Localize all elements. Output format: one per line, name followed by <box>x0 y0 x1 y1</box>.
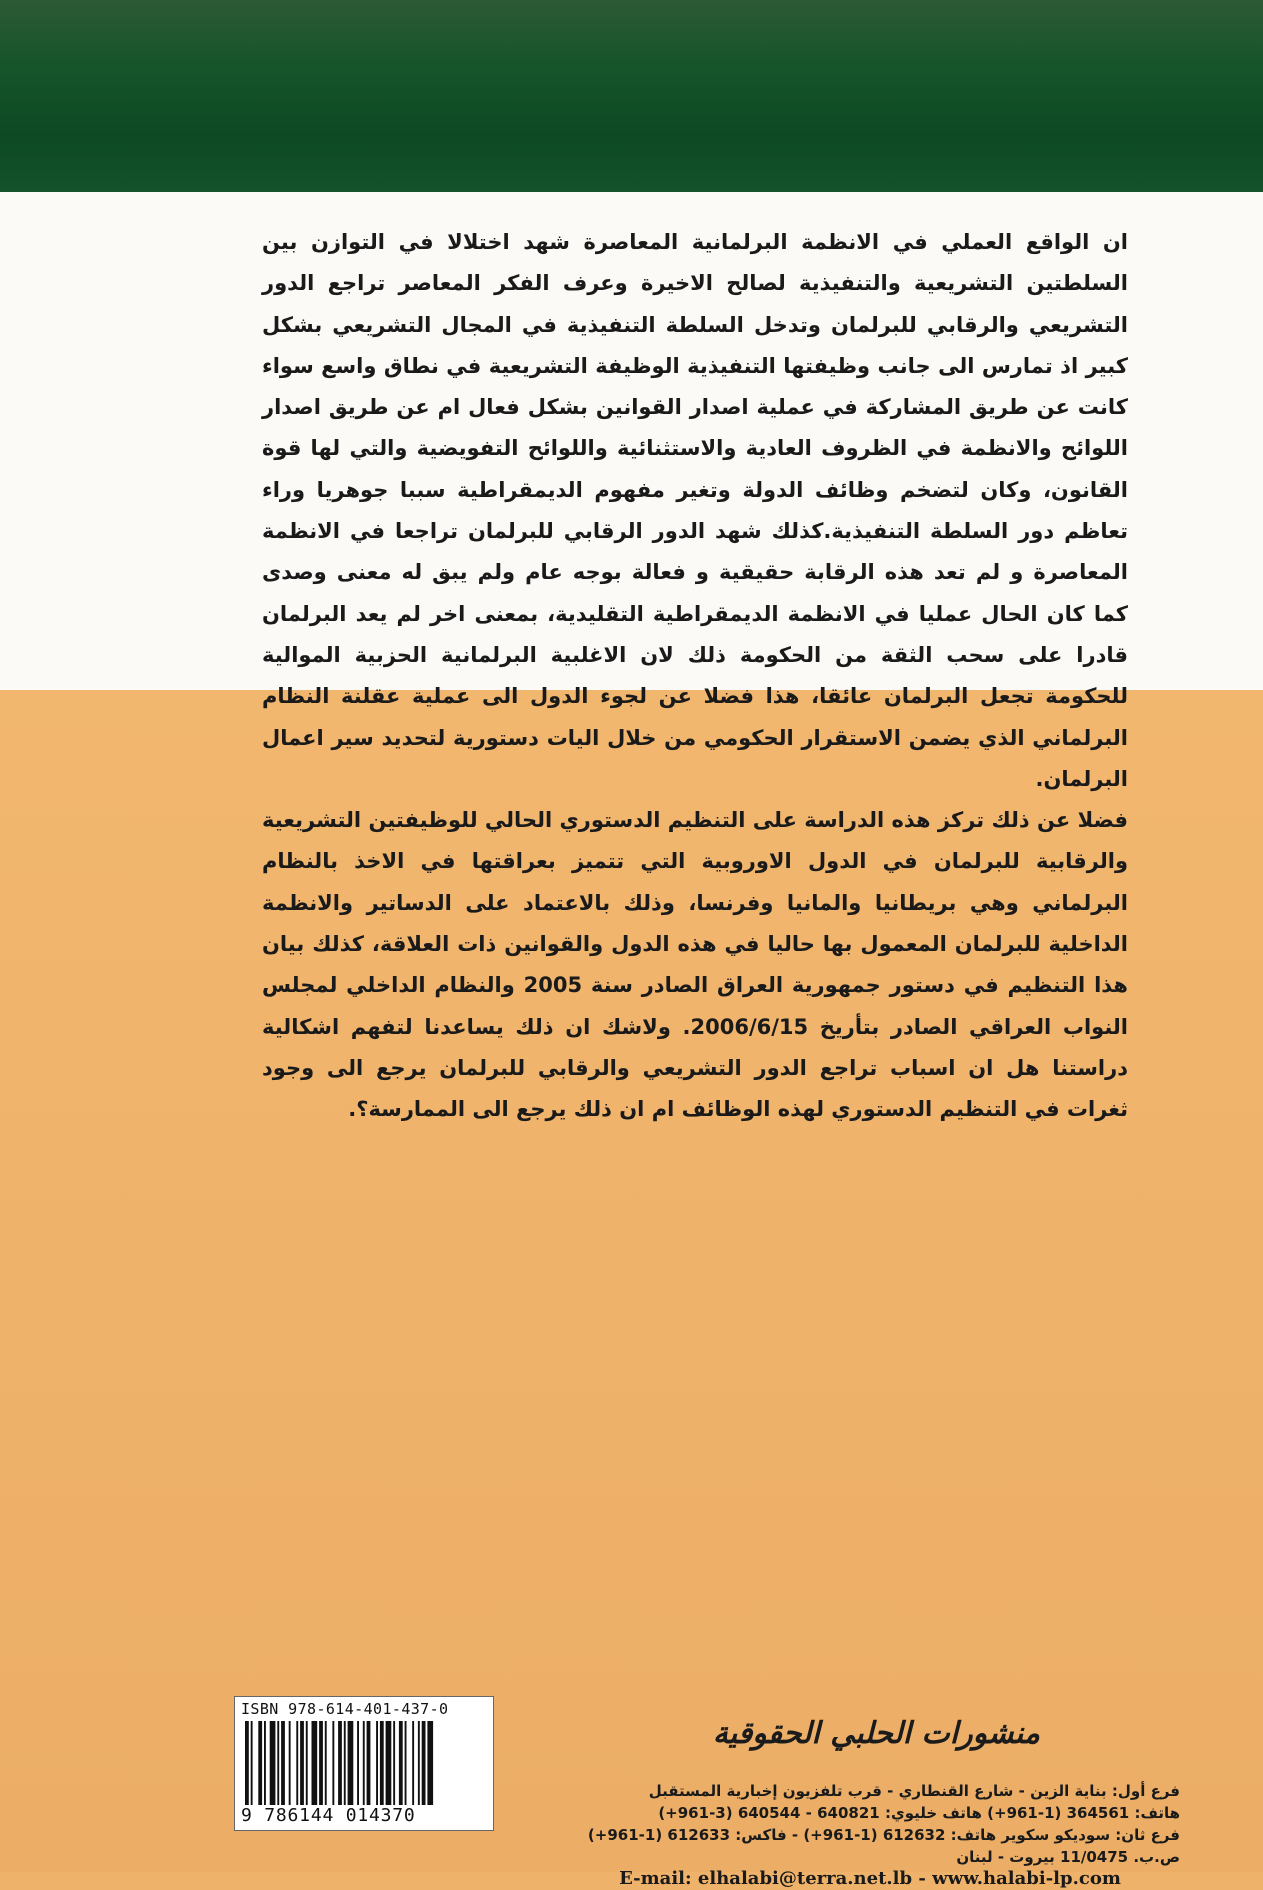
publisher-contact <box>560 1780 1180 1890</box>
contact-line-branch2: فرع ثان: سوديكو سكوير هاتف: 612632 (1-961+) - فاكس: 612633 (1-961+) <box>587 1826 1180 1844</box>
barcode-bars-icon <box>243 1721 485 1807</box>
contact-web: E-mail: elhalabi@terra.net.lb - www.halabi-lp.com <box>619 1868 1121 1889</box>
publisher-logo: منشورات الحلبي الحقوقية <box>712 1716 1040 1751</box>
blurb-paragraph-1: ان الواقع العملي في الانظمة البرلمانية المعاصرة شهد اختلالا في التوازن بين السلطتين التشريعية والتنفيذية لصالح الاخيرة وعرف الفكر المعاصر تراجع الدور التشريعي والرقابي للبرلمان وتدخل السلطة التنفيذية في المجال التشريعي بشكل كبير اذ تمارس الى جانب وظيفتها التنفيذية الوظيفة التشريعية في نطاق واسع سواء كانت عن طريق المشاركة في عملية اصدار القوانين بشكل فعال ام عن طريق اصدار اللوائح والانظمة في الظروف العادية والاستثنائية واللوائح التفويضية والتي لها قوة القانون، وكان لتضخم وظائف الدولة وتغير مفهوم الديمقراطية سببا جوهريا وراء تعاظم دور السلطة التنفيذية.كذلك شهد الدور الرقابي للبرلمان تراجعا في الانظمة المعاصرة و لم تعد هذه الرقابة حقيقية و فعالة بوجه عام ولم يبق له معنى وصدى كما كان الحال عمليا في الانظمة الديمقراطية التقليدية، بمعنى اخر لم يعد البرلمان قادرا على سحب الثقة من الحكومة ذلك لان الاغلبية البرلمانية الحزبية الموالية للحكومة تجعل البرلمان عائقا، هذا فضلا عن لجوء الدول الى عملية عقلنة النظام البرلماني الذي يضمن الاستقرار الحكومي من خلال اليات دستورية لتحديد سير اعمال البرلمان. <box>262 230 1128 791</box>
contact-line-phone: هاتف: 364561 (1-961+) هاتف خليوي: 640821 - 640544 (3-961+) <box>658 1804 1180 1822</box>
contact-line-branch1: فرع أول: بناية الزين - شارع القنطاري - قرب تلفزيون إخبارية المستقبل <box>648 1782 1180 1800</box>
back-cover-blurb <box>262 222 1128 1131</box>
isbn-barcode <box>234 1696 494 1831</box>
barcode-digits: 9 786144 014370 <box>241 1805 487 1826</box>
top-green-band <box>0 0 1263 192</box>
contact-line-pobox: ص.ب. 11/0475 بيروت - لبنان <box>956 1848 1180 1866</box>
isbn-label: ISBN 978-614-401-437-0 <box>241 1700 449 1718</box>
blurb-paragraph-2: فضلا عن ذلك تركز هذه الدراسة على التنظيم الدستوري الحالي للوظيفتين التشريعية والرقابية للبرلمان في الدول الاوروبية التي تتميز بعراقتها في الاخذ بالنظام البرلماني وهي بريطانيا والمانيا وفرنسا، وذلك بالاعتماد على الدساتير والانظمة الداخلية للبرلمان المعمول بها حاليا في هذه الدول والقوانين ذات العلاقة، كذلك بيان هذا التنظيم في دستور جمهورية العراق الصادر سنة 2005 والنظام الداخلي لمجلس النواب العراقي الصادر بتأريخ 2006/6/15. ولاشك ان ذلك يساعدنا لتفهم اشكالية دراستنا هل ان اسباب تراجع الدور التشريعي والرقابي للبرلمان يرجع الى وجود ثغرات في التنظيم الدستوري لهذه الوظائف ام ان ذلك يرجع الى الممارسة؟. <box>262 808 1128 1122</box>
